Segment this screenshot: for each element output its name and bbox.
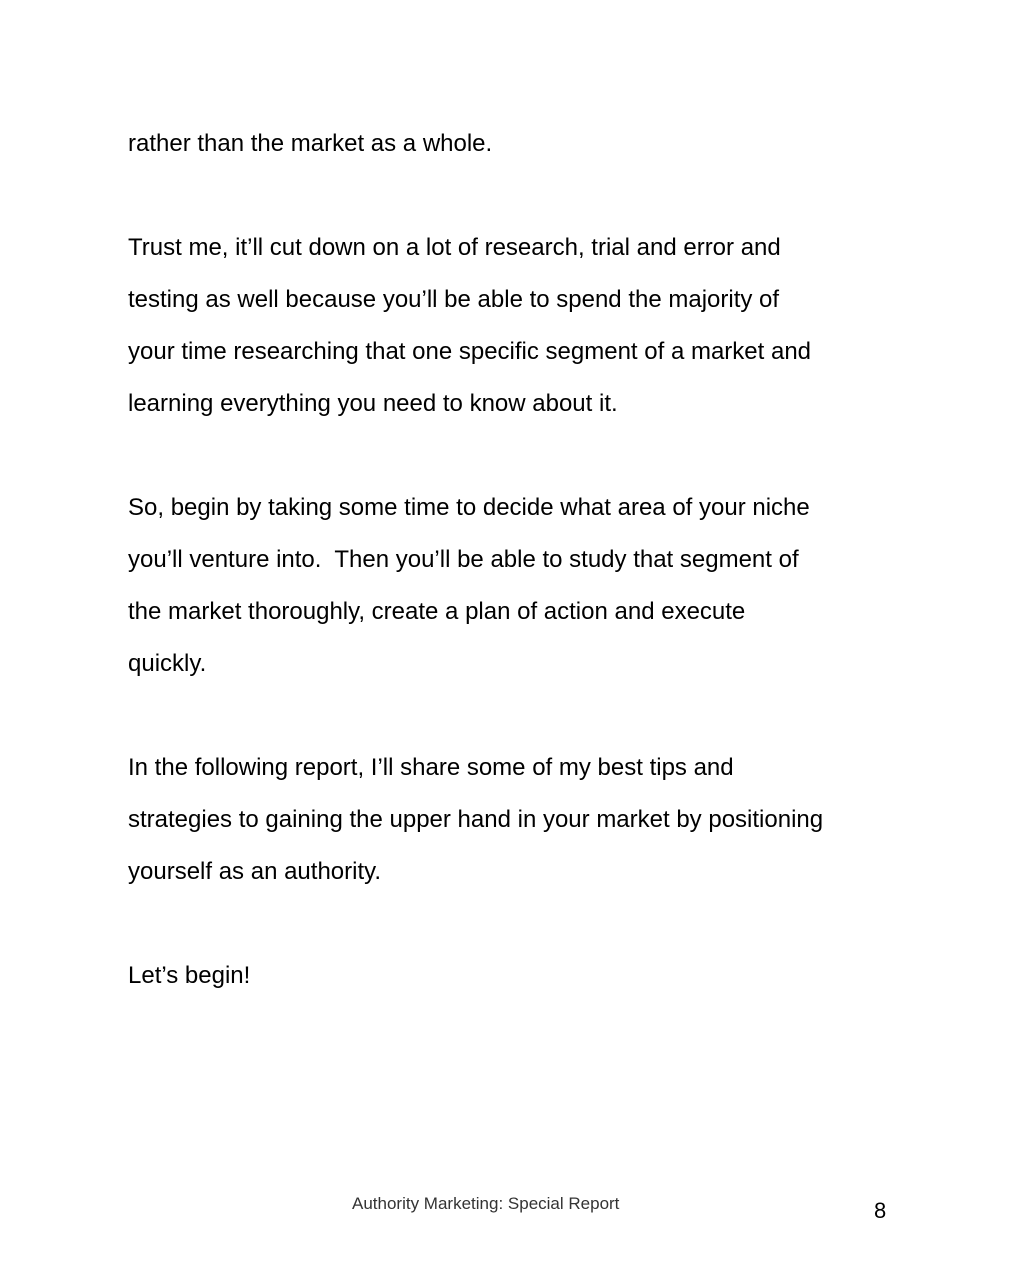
paragraph-gap bbox=[128, 430, 928, 482]
text-line: learning everything you need to know about it. bbox=[128, 390, 618, 417]
text-line: quickly. bbox=[128, 650, 207, 677]
text-line: testing as well because you’ll be able to spend the majority of bbox=[128, 286, 780, 313]
footer-title: Authority Marketing: Special Report bbox=[352, 1194, 620, 1213]
paragraph-1 bbox=[128, 118, 928, 170]
text-line: So, begin by taking some time to decide what area of your niche bbox=[128, 494, 810, 521]
text-line: strategies to gaining the upper hand in your market by positioning bbox=[128, 806, 824, 833]
page-number: 8 bbox=[874, 1198, 887, 1223]
paragraph-gap bbox=[128, 898, 928, 950]
paragraph-4 bbox=[128, 742, 928, 898]
paragraph-2 bbox=[128, 222, 928, 430]
paragraph-5 bbox=[128, 950, 928, 1002]
text-line: your time researching that one specific segment of a market and bbox=[128, 338, 812, 365]
body-text bbox=[128, 118, 928, 1002]
text-line: yourself as an authority. bbox=[128, 858, 382, 885]
paragraph-gap bbox=[128, 690, 928, 742]
text-line: Trust me, it’ll cut down on a lot of research, trial and error and bbox=[128, 234, 781, 261]
text-line: In the following report, I’ll share some of my best tips and bbox=[128, 754, 734, 781]
text-line: you’ll venture into. Then you’ll be able to study that segment of bbox=[128, 546, 799, 573]
text-line: Let’s begin! bbox=[128, 962, 251, 989]
text-line: the market thoroughly, create a plan of action and execute bbox=[128, 598, 746, 625]
paragraph-gap bbox=[128, 170, 928, 222]
paragraph-3 bbox=[128, 482, 928, 690]
text-line: rather than the market as a whole. bbox=[128, 130, 493, 157]
